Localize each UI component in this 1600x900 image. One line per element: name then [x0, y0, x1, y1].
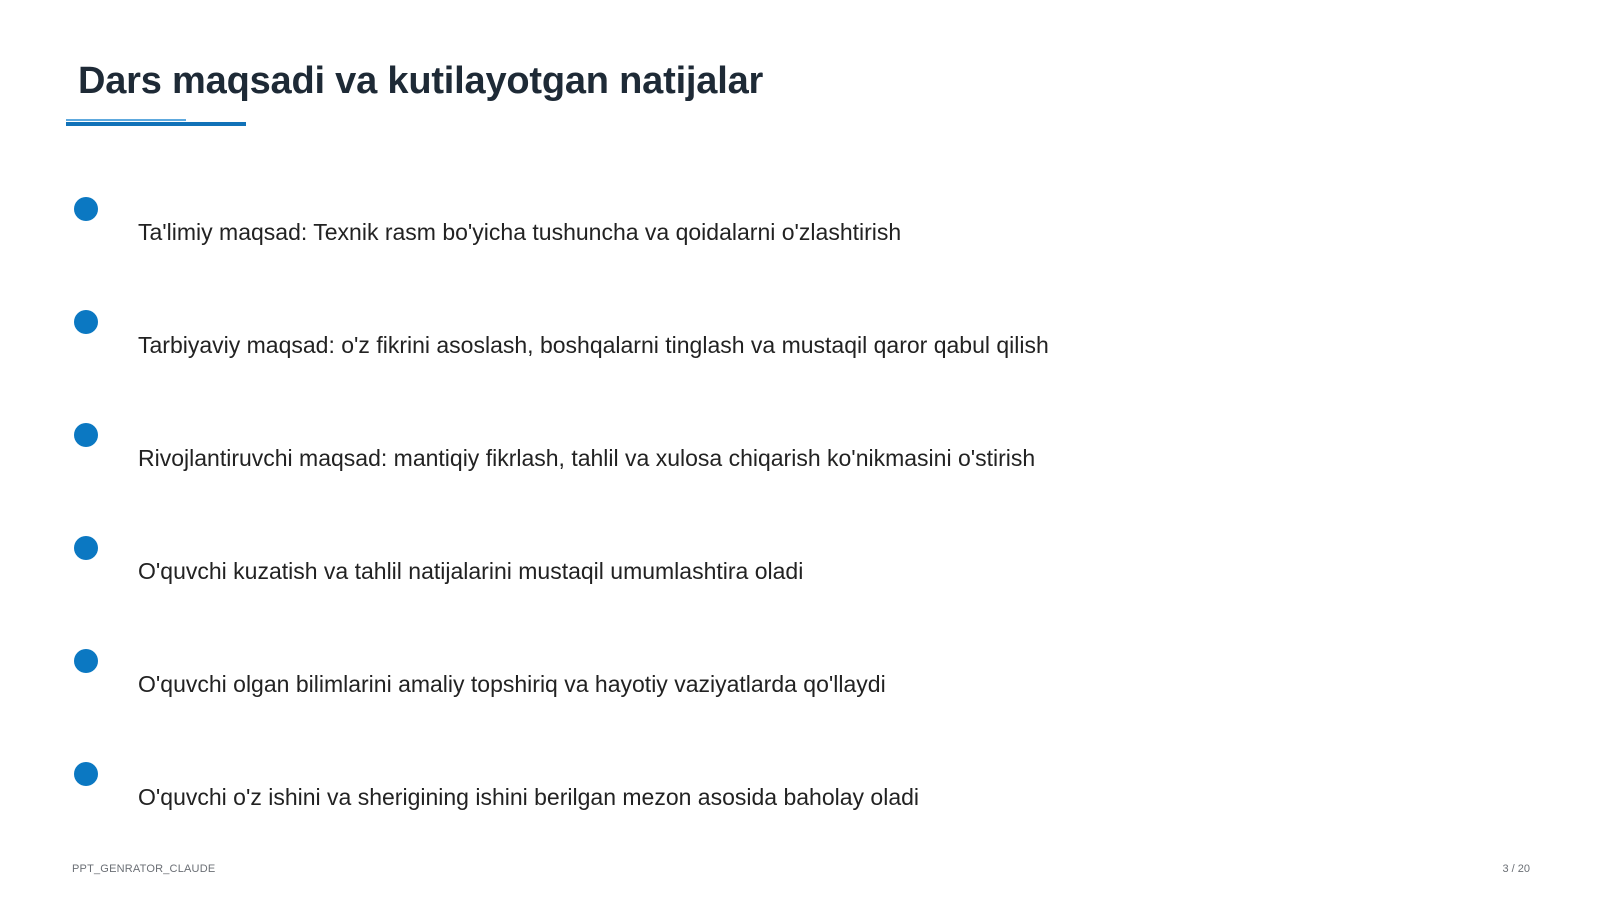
list-item: [0, 197, 1600, 277]
list-item: [0, 310, 1600, 390]
bullet-dot-icon: [74, 536, 98, 560]
bullet-dot-icon: [74, 762, 98, 786]
bullet-text: Rivojlantiruvchi maqsad: mantiqiy fikrlash, tahlil va xulosa chiqarish ko'nikmasini o'stirish: [138, 445, 1036, 471]
list-item: [0, 762, 1600, 842]
slide-title: Dars maqsadi va kutilayotgan natijalar: [78, 60, 764, 102]
bullet-dot-icon: [74, 310, 98, 334]
bullet-dot-icon: [74, 197, 98, 221]
footer-brand: PPT_GENRATOR_CLAUDE: [72, 863, 216, 875]
bullet-text: O'quvchi o'z ishini va sherigining ishini berilgan mezon asosida baholay oladi: [138, 784, 920, 810]
bullet-text: O'quvchi kuzatish va tahlil natijalarini mustaqil umumlashtira oladi: [138, 558, 804, 584]
bullet-dot-icon: [74, 423, 98, 447]
bullet-text: O'quvchi olgan bilimlarini amaliy topshiriq va hayotiy vaziyatlarda qo'llaydi: [138, 671, 886, 697]
list-item: [0, 423, 1600, 503]
list-item: [0, 536, 1600, 616]
list-item: [0, 649, 1600, 729]
bullet-text: Tarbiyaviy maqsad: o'z fikrini asoslash, boshqalarni tinglash va mustaqil qaror qabul qilish: [138, 332, 1049, 358]
page-number: 3 / 20: [1502, 863, 1530, 875]
bullet-text: Ta'limiy maqsad: Texnik rasm bo'yicha tushuncha va qoidalarni o'zlashtirish: [138, 219, 902, 245]
bullet-dot-icon: [74, 649, 98, 673]
